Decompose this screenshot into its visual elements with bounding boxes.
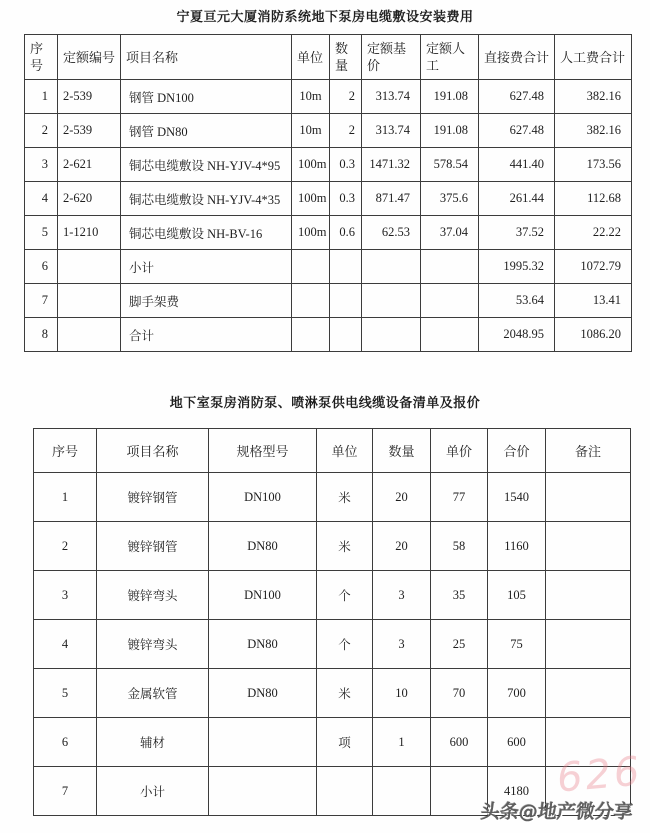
table-cell: 871.47 — [362, 182, 421, 216]
table-cell: 627.48 — [479, 114, 555, 148]
table-cell — [546, 473, 631, 522]
table-row — [25, 284, 632, 318]
table-cell: 4 — [34, 620, 97, 669]
equipment-quote-table — [33, 428, 631, 816]
table-cell: 2 — [25, 114, 58, 148]
table-cell: 0.3 — [330, 148, 362, 182]
table-cell: 10 — [373, 669, 431, 718]
table-row — [25, 318, 632, 352]
table-cell: 2 — [330, 80, 362, 114]
table-cell: 313.74 — [362, 114, 421, 148]
column-header: 直接费合计 — [479, 35, 555, 80]
table-cell — [431, 767, 488, 816]
table-cell — [373, 767, 431, 816]
table-row — [25, 114, 632, 148]
table-cell: 700 — [488, 669, 546, 718]
table-cell — [317, 767, 373, 816]
table-cell: 辅材 — [97, 718, 209, 767]
table-cell: 4 — [25, 182, 58, 216]
table-cell: 75 — [488, 620, 546, 669]
column-header: 合价 — [488, 429, 546, 473]
table-cell: 1160 — [488, 522, 546, 571]
table-cell: 627.48 — [479, 80, 555, 114]
table-cell: DN100 — [209, 571, 317, 620]
table-cell: 105 — [488, 571, 546, 620]
column-header: 项目名称 — [121, 35, 292, 80]
table-cell: 镀锌弯头 — [97, 620, 209, 669]
table-cell: 4180 — [488, 767, 546, 816]
table-cell: 77 — [431, 473, 488, 522]
table-row — [34, 767, 631, 816]
table-cell: 米 — [317, 473, 373, 522]
table-cell — [421, 318, 479, 352]
table-cell: 578.54 — [421, 148, 479, 182]
table-cell: 62.53 — [362, 216, 421, 250]
table-cell: 261.44 — [479, 182, 555, 216]
table-cell — [421, 284, 479, 318]
column-header: 单价 — [431, 429, 488, 473]
table-cell: 2 — [34, 522, 97, 571]
table-row — [34, 620, 631, 669]
table-cell: 37.04 — [421, 216, 479, 250]
column-header: 序号 — [25, 35, 58, 80]
table-cell: 脚手架费 — [121, 284, 292, 318]
column-header: 定额基价 — [362, 35, 421, 80]
table-cell: 2 — [330, 114, 362, 148]
table-cell: 382.16 — [555, 80, 632, 114]
table2-header-row — [34, 429, 631, 473]
table-cell: 173.56 — [555, 148, 632, 182]
table-cell: 2048.95 — [479, 318, 555, 352]
table-cell: 镀锌钢管 — [97, 473, 209, 522]
table-cell: 5 — [34, 669, 97, 718]
table-cell: 金属软管 — [97, 669, 209, 718]
column-header: 单位 — [317, 429, 373, 473]
table-row — [34, 522, 631, 571]
table-cell — [58, 318, 121, 352]
table-cell — [546, 571, 631, 620]
table-cell: 35 — [431, 571, 488, 620]
table-cell — [292, 284, 330, 318]
table-row — [25, 250, 632, 284]
table-cell: 1086.20 — [555, 318, 632, 352]
table-cell — [292, 250, 330, 284]
table-cell: 6 — [34, 718, 97, 767]
table-cell: 10m — [292, 114, 330, 148]
table-cell: 7 — [34, 767, 97, 816]
table-cell: 1 — [34, 473, 97, 522]
column-header: 单位 — [292, 35, 330, 80]
table-cell: 20 — [373, 473, 431, 522]
table-cell: 3 — [34, 571, 97, 620]
table-cell: 13.41 — [555, 284, 632, 318]
table-cell — [546, 718, 631, 767]
table-cell — [330, 284, 362, 318]
column-header: 定额编号 — [58, 35, 121, 80]
table-row — [25, 148, 632, 182]
table-cell: 100m — [292, 216, 330, 250]
table-cell: 313.74 — [362, 80, 421, 114]
column-header: 项目名称 — [97, 429, 209, 473]
table-cell: 个 — [317, 620, 373, 669]
table-cell: 10m — [292, 80, 330, 114]
table-row — [34, 473, 631, 522]
table-cell: DN80 — [209, 522, 317, 571]
table-cell: 375.6 — [421, 182, 479, 216]
table-cell: 铜芯电缆敷设 NH-YJV-4*35 — [121, 182, 292, 216]
table-cell — [421, 250, 479, 284]
table-row — [34, 571, 631, 620]
column-header: 规格型号 — [209, 429, 317, 473]
table-cell: 2-621 — [58, 148, 121, 182]
table-cell: 米 — [317, 669, 373, 718]
table-cell: DN80 — [209, 669, 317, 718]
table-cell: 441.40 — [479, 148, 555, 182]
column-header: 人工费合计 — [555, 35, 632, 80]
table-cell: 0.6 — [330, 216, 362, 250]
table-cell: 钢管 DN100 — [121, 80, 292, 114]
table-cell: 2-539 — [58, 80, 121, 114]
table-cell: 1995.32 — [479, 250, 555, 284]
table-cell: 小计 — [97, 767, 209, 816]
table-cell — [362, 318, 421, 352]
column-header: 数量 — [330, 35, 362, 80]
table-cell: 22.22 — [555, 216, 632, 250]
table-cell: 小计 — [121, 250, 292, 284]
column-header: 备注 — [546, 429, 631, 473]
table-cell: 20 — [373, 522, 431, 571]
column-header: 数量 — [373, 429, 431, 473]
table-cell: 铜芯电缆敷设 NH-BV-16 — [121, 216, 292, 250]
table-row — [25, 80, 632, 114]
table-cell — [209, 718, 317, 767]
table2-body — [34, 473, 631, 816]
table-cell: 600 — [431, 718, 488, 767]
table-cell: 1471.32 — [362, 148, 421, 182]
table-cell — [546, 620, 631, 669]
table-cell: 191.08 — [421, 114, 479, 148]
table-cell: 100m — [292, 182, 330, 216]
table-cell: 米 — [317, 522, 373, 571]
table-cell — [292, 318, 330, 352]
table-cell — [58, 284, 121, 318]
table-cell — [362, 250, 421, 284]
table-cell: 2-539 — [58, 114, 121, 148]
table-cell: 600 — [488, 718, 546, 767]
table-cell — [330, 318, 362, 352]
table2-header — [34, 429, 631, 473]
table-row — [25, 182, 632, 216]
table-cell: 25 — [431, 620, 488, 669]
table-cell: 1540 — [488, 473, 546, 522]
table-cell: 镀锌钢管 — [97, 522, 209, 571]
table-cell: 7 — [25, 284, 58, 318]
table-cell: 100m — [292, 148, 330, 182]
column-header: 序号 — [34, 429, 97, 473]
table-cell: 53.64 — [479, 284, 555, 318]
table-cell: 1 — [25, 80, 58, 114]
table-cell — [362, 284, 421, 318]
table-row — [34, 718, 631, 767]
table1-body — [25, 80, 632, 352]
table-cell: 37.52 — [479, 216, 555, 250]
installation-cost-table — [24, 34, 632, 352]
table-cell: 58 — [431, 522, 488, 571]
table-cell: 70 — [431, 669, 488, 718]
table-cell: 5 — [25, 216, 58, 250]
table-cell: 382.16 — [555, 114, 632, 148]
table-cell: DN80 — [209, 620, 317, 669]
table-cell — [546, 767, 631, 816]
table-cell: 2-620 — [58, 182, 121, 216]
table-cell: 钢管 DN80 — [121, 114, 292, 148]
table-cell — [546, 669, 631, 718]
table1-title: 宁夏亘元大厦消防系统地下泵房电缆敷设安装费用 — [176, 9, 474, 24]
table-cell: 1-1210 — [58, 216, 121, 250]
table-cell: 0.3 — [330, 182, 362, 216]
table-cell — [58, 250, 121, 284]
table-row — [25, 216, 632, 250]
table1-header — [25, 35, 632, 80]
table-cell: 合计 — [121, 318, 292, 352]
column-header: 定额人工 — [421, 35, 479, 80]
table-cell — [209, 767, 317, 816]
watermark-red: 626 — [555, 748, 645, 802]
table-cell: 191.08 — [421, 80, 479, 114]
table-cell: 镀锌弯头 — [97, 571, 209, 620]
table-cell: 1 — [373, 718, 431, 767]
table-cell: 3 — [373, 571, 431, 620]
table-cell: 个 — [317, 571, 373, 620]
table-cell: 3 — [25, 148, 58, 182]
table-cell: 3 — [373, 620, 431, 669]
table1-header-row — [25, 35, 632, 80]
table-row — [34, 669, 631, 718]
table-cell: 8 — [25, 318, 58, 352]
watermark-credit: 头条@地产微分享 — [479, 801, 635, 823]
table-cell: 项 — [317, 718, 373, 767]
table-cell: 112.68 — [555, 182, 632, 216]
table-cell — [330, 250, 362, 284]
table2-title: 地下室泵房消防泵、喷淋泵供电线缆设备清单及报价 — [169, 395, 481, 410]
table-cell: 铜芯电缆敷设 NH-YJV-4*95 — [121, 148, 292, 182]
table-cell — [546, 522, 631, 571]
table-cell: DN100 — [209, 473, 317, 522]
table-cell: 6 — [25, 250, 58, 284]
table-cell: 1072.79 — [555, 250, 632, 284]
